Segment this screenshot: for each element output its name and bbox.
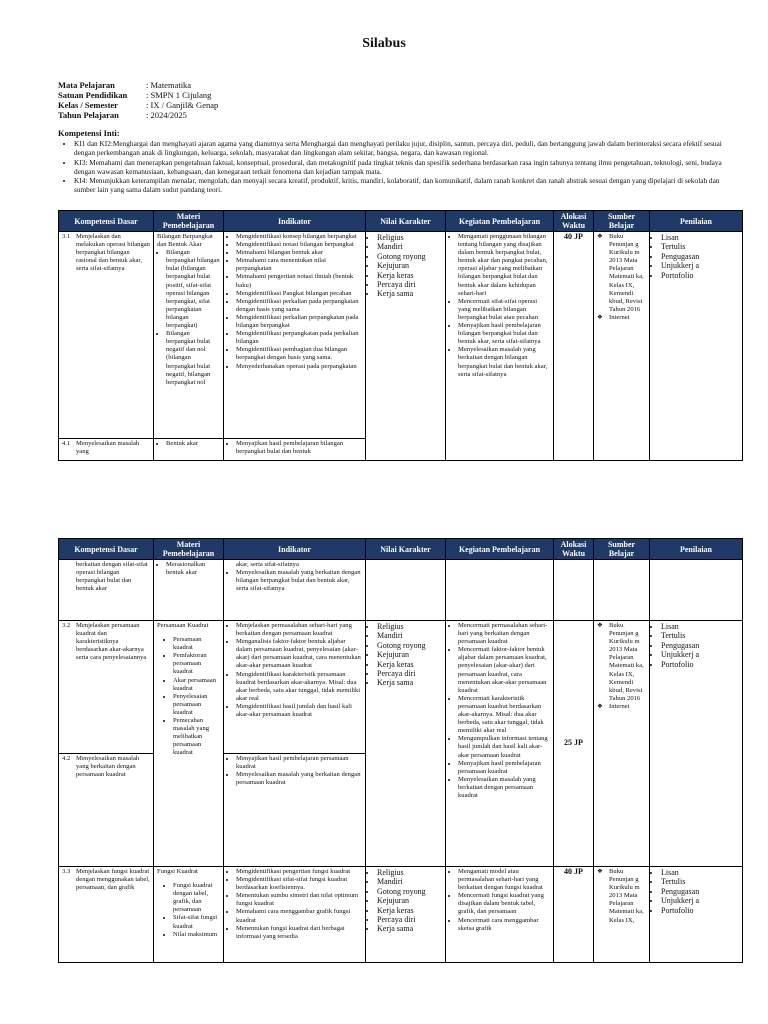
indikator-cell xyxy=(224,232,366,439)
nilai-karakter-cell xyxy=(366,867,446,963)
syllabus-table-2 xyxy=(58,538,743,963)
header-cell: Indikator xyxy=(224,211,366,232)
list-item: • Menyajikan hasil pembelajaran bilangan berpangkat bulat dan bentuk akar, serta sifat-sifatnya xyxy=(458,322,550,346)
nilai-karakter-list xyxy=(369,868,442,934)
list-item: • Tertulis xyxy=(661,631,739,640)
penilaian-cell xyxy=(650,867,743,963)
kd-text: Menjelaskan dan melakukan operasi bilangan berpangkat bilangan rasional dan bentuk akar, serta sifat-sifatnya xyxy=(76,233,150,273)
list-item: • Menyelesaikan masalah yang berkaitan dengan persamaan kuadrat xyxy=(236,771,362,787)
kd-text: Menyelesaikan masalah yang berkaitan dengan persamaan kuadrat xyxy=(76,755,140,779)
list-item: • Gotong royong xyxy=(377,887,442,896)
materi-list xyxy=(157,882,220,939)
diamond-bullet-icon: ❖ xyxy=(597,868,603,875)
empty-cell xyxy=(366,560,446,621)
list-item: • Lisan xyxy=(661,868,739,877)
list-item: • Menyajikan hasil pembelajaran bilangan berpangkat bulat dan bentuk xyxy=(236,440,362,456)
meta-value: : 2024/2025 xyxy=(146,110,187,120)
page-title: Silabus xyxy=(362,36,406,51)
list-item: • Mengidentifikasi Pangkat bilangan pecahan xyxy=(236,290,362,298)
list-item: • Percaya diri xyxy=(377,669,442,678)
list-item: • Mengidentifikasi notasi bilangan berpangkat xyxy=(236,241,362,249)
list-item: • Akar persamaan kuadrat xyxy=(173,677,220,693)
sumber-cell xyxy=(594,621,650,867)
penilaian-list xyxy=(653,868,739,915)
sumber-cell xyxy=(594,232,650,461)
list-item: • Mengidentifikasi hasil jumlah dan hasil kali akar-akar persamaan kuadrat xyxy=(236,703,362,719)
list-item: • Mandiri xyxy=(377,631,442,640)
list-item: • Menyelesaikan masalah yang berkaitan dengan bilangan berpangkat bulat dan bentuk akar, serta sifat-sifatnya xyxy=(458,346,550,378)
list-item: • Mengumpulkan informasi tentang hasil jumlah dan hasil kali akar-akar persamaan kuadrat xyxy=(458,735,550,759)
list-item: • Mengamati model atau permasalahan sehari-hari yang berkaitan dengan fungsi kuadrat xyxy=(458,868,550,892)
kegiatan-list xyxy=(449,233,550,379)
penilaian-cell xyxy=(650,232,743,461)
indikator-list xyxy=(227,622,362,719)
list-item: • Mencermati faktor-faktor bentuk aljabar dalam persamaan kuadrat, penyelesaian (akar-akar) dari persamaan kuadrat, cara menentukan akar-akar persamaan kuadrat xyxy=(458,646,550,695)
kd-cell xyxy=(59,560,154,621)
sumber-item: Internet xyxy=(609,702,630,710)
alokasi-cell: 40 JP xyxy=(554,867,594,963)
ki-heading: Kompetensi Inti: xyxy=(58,128,120,138)
list-item: • Menyelesaikan masalah yang berkaitan dengan bilangan berpangkat bulat dan bentuk akar, serta sifat-sifatnya xyxy=(236,569,362,593)
kd-text: Menjelaskan persamaan kuadrat dan karakteristiknya berdasarkan akar-akarnya serta cara penyelesaiannya xyxy=(76,622,147,662)
list-item: • Pengugasan xyxy=(661,887,739,896)
list-item: • Kejujuran xyxy=(377,896,442,905)
header-cell: Penilaian xyxy=(650,539,743,560)
list-item: • Menentukan fungsi kuadrat dari berbagai informasi yang tersedia xyxy=(236,925,362,941)
kd-text: Menjelaskan fungsi kuadrat dengan menggunakan tabel, persamaan, dan grafik xyxy=(76,868,150,892)
list-item: • Mandiri xyxy=(377,877,442,886)
list-item: • Mencermati karakteristik persamaan kuadrat berdasarkan akar-akarnya. Misal: dua akar berbeda, satu akar tunggal, tidak memiliki akar real xyxy=(458,695,550,735)
nilai-karakter-cell xyxy=(366,232,446,461)
list-item: • Mengidentifikasi karakteristik persamaan kuadrat berdasarkan akar-akarnya. Misal: dua akar berbeda, satu akar tunggal, tidak memiliki akar real xyxy=(236,671,362,703)
meta-row xyxy=(58,100,218,110)
empty-cell xyxy=(446,560,554,621)
empty-cell xyxy=(650,560,743,621)
list-item: • Mengidentifikasi perpangkatan pada perkalian bilangan xyxy=(236,330,362,346)
materi-title: Persamaan Kuadrat xyxy=(157,622,209,629)
meta-row xyxy=(58,80,218,90)
table-row xyxy=(59,621,743,754)
table-header-row xyxy=(59,539,743,560)
kd-number: 3.1 xyxy=(62,233,71,240)
ki-item: • KI1 dan KI2:Menghargai dan menghayati ajaran agama yang dianutnya serta Menghargai dan menghayati perilaku jujur, disiplin, santun, percaya diri, peduli, dan bertanggung jawab dalam berinteraksi secara efektif sesuai dengan perkembangan anak di lingkungan, keluarga, sekolah, masyarakat dan lingkungan alam sekitar, bangsa, negara, dan kawasan regional. xyxy=(74,139,730,157)
nilai-karakter-list xyxy=(369,233,442,299)
indikator-text: akar, serta sifat-sifatnya xyxy=(236,561,299,568)
materi-cell xyxy=(154,232,224,439)
list-item: • Portofolio xyxy=(661,271,739,280)
kd-number: 3.2 xyxy=(62,622,71,629)
list-item: • Kejujuran xyxy=(377,650,442,659)
list-item: • Mengamati penggunaan bilangan tentang bilangan yang disajikan dalam bentuk berpangkat bulat, bentuk akar dan pangkat pecahan, operasi aljabar yang melibatkan bilangan berpangkat bulat dan bentuk akar dalam kehidupan sehari-hari xyxy=(458,233,550,298)
list-item: • Lisan xyxy=(661,622,739,631)
list-item: • Kerja sama xyxy=(377,924,442,933)
list-item: • Percaya diri xyxy=(377,915,442,924)
sumber-item: Buku Penunjan g Kurikulu m 2013 Mata Pelajaran Matemati ka, Kelas IX, xyxy=(609,868,644,924)
empty-cell xyxy=(554,560,594,621)
materi-cell xyxy=(154,867,224,963)
header-cell: Sumber Belajar xyxy=(594,211,650,232)
list-item: • Unjukkerj a xyxy=(661,896,739,905)
header-cell: Nilai Karakter xyxy=(366,539,446,560)
kegiatan-list xyxy=(449,622,550,800)
nilai-karakter-cell xyxy=(366,621,446,867)
list-item: • Kerja keras xyxy=(377,271,442,280)
list-item: • Kerja keras xyxy=(377,906,442,915)
list-item: • Portofolio xyxy=(661,906,739,915)
list-item: • Bilangan berpangkat bulat negatif dan nol (bilangan berpangkat bulat negatif, bilangan berpangkat nol xyxy=(166,330,220,387)
list-item: • Religius xyxy=(377,868,442,877)
list-item: • Menjelaskan permasalahan sehari-hari yang berkaitan dengan persamaan kuadrat xyxy=(236,622,362,638)
list-item: • Kerja sama xyxy=(377,289,442,298)
list-item: • Mengidentifikasi pengertian fungsi kuadrat xyxy=(236,868,362,876)
header-cell: Kompetensi Dasar xyxy=(59,539,154,560)
list-item: • Bilangan berpangkat bilangan bulat (bilangan berpangkat bulat positif, sifat-sifat operasi bilangan berpangkat, sifat perpangkatan bilangan berpangkat) xyxy=(166,249,220,330)
list-item: • Kerja sama xyxy=(377,678,442,687)
kegiatan-cell xyxy=(446,867,554,963)
meta-label: Mata Pelajaran xyxy=(58,80,115,90)
header-cell: Materi Pemebelajaran xyxy=(154,211,224,232)
meta-row xyxy=(58,110,218,120)
penilaian-cell xyxy=(650,621,743,867)
kegiatan-cell xyxy=(446,621,554,867)
kd-number: 4.1 xyxy=(62,440,71,447)
list-item: • Gotong royong xyxy=(377,252,442,261)
list-item: • Nilai maksimum xyxy=(173,931,220,939)
kd-number: 3.3 xyxy=(62,868,71,875)
list-item: • Mencermati fungsi kuadrat yang disajikan dalam bentuk tabel, grafik, dan persamaan xyxy=(458,892,550,916)
penilaian-list xyxy=(653,622,739,669)
materi-title: Fungsi Kuadrat xyxy=(157,868,198,875)
alokasi-cell: 25 JP xyxy=(554,621,594,867)
indikator-list xyxy=(227,569,362,593)
list-item: • Kerja keras xyxy=(377,660,442,669)
list-item: • Mengidentifikasi sifat-sifat fungsi kuadrat berdasarkan koefisiennya. xyxy=(236,876,362,892)
indikator-cell xyxy=(224,560,366,621)
kd-text: berkaitan dengan sifat-sifat operasi bilangan berpangkat bulat dan bentuk akar xyxy=(76,561,148,593)
list-item: • Menyelesaikan masalah yang berkaitan dengan persamaan kuadrat xyxy=(458,776,550,800)
list-item: • Unjukkerj a xyxy=(661,650,739,659)
list-item: • Fungsi kuadrat dengan tabel, grafik, dan persamaan xyxy=(173,882,220,914)
course-info xyxy=(58,80,218,120)
penilaian-list xyxy=(653,233,739,280)
indikator-list xyxy=(227,755,362,787)
meta-value: : IX / Ganjil& Genap xyxy=(146,100,219,110)
list-item: • Memahami pengertian notasi ilmiah (bentuk baku) xyxy=(236,273,362,289)
alokasi-cell: 40 JP xyxy=(554,232,594,461)
indikator-cell xyxy=(224,754,366,867)
materi-list xyxy=(157,636,220,757)
list-item: • Pemecahan masalah yang melibatkan persamaan kuadrat xyxy=(173,717,220,757)
list-item: • Penyelesaian persamaan kuadrat xyxy=(173,693,220,717)
header-cell: Alokasi Waktu xyxy=(554,211,594,232)
list-item: • Pemfaktoran persamaan kuadrat xyxy=(173,652,220,676)
header-cell: Sumber Belajar xyxy=(594,539,650,560)
kd-cell xyxy=(59,754,154,867)
kd-number: 4.2 xyxy=(62,755,71,762)
list-item: • Mandiri xyxy=(377,242,442,251)
materi-list xyxy=(157,249,220,387)
kompetensi-inti xyxy=(58,129,730,194)
list-item: • Gotong royong xyxy=(377,641,442,650)
list-item: • Bentuk akar xyxy=(166,440,220,448)
meta-value: : Matematika xyxy=(146,80,192,90)
header-cell: Kegiatan Pembelajaran xyxy=(446,539,554,560)
list-item: • Menyajikan hasil pembelajaran persamaan kuadrat xyxy=(458,760,550,776)
kd-cell xyxy=(59,439,154,461)
meta-label: Satuan Pendidikan xyxy=(58,90,128,100)
kd-text: Menyelesaikan masalah yang xyxy=(76,440,140,456)
list-item: • Menyederhanakan operasi pada perpangkatan xyxy=(236,363,362,371)
list-item: • Mencermati sifat-sifat operasi yang melibatkan bilangan berpangkat bulat atau pecahan xyxy=(458,298,550,322)
materi-list xyxy=(157,440,220,448)
list-item: • Tertulis xyxy=(661,877,739,886)
list-item: • Mengidentifikasi pembagian dua bilangan berpangkat dengan basis yang sama. xyxy=(236,346,362,362)
materi-title: Bilangan Berpangkat dan Bentuk Akar xyxy=(157,233,213,249)
meta-value: : SMPN 1 Cijulang xyxy=(146,90,212,100)
kegiatan-cell xyxy=(446,232,554,461)
diamond-bullet-icon: ❖ xyxy=(597,702,603,710)
table-row xyxy=(59,560,743,621)
diamond-bullet-icon: ❖ xyxy=(597,313,603,321)
materi-cell xyxy=(154,439,224,461)
indikator-cell xyxy=(224,439,366,461)
sumber-cell xyxy=(594,867,650,963)
list-item: • Merasionalkan bentuk akar xyxy=(166,561,220,577)
nilai-karakter-list xyxy=(369,622,442,688)
list-item: • Persamaan kuadrat xyxy=(173,636,220,652)
sumber-item: Buku Penunjan g Kurikulu m 2013 Mata Pelajaran Matemati ka, Kelas IX, Kemendi kbud, Revisi Tahun 2016 xyxy=(609,622,644,702)
diamond-bullet-icon: ❖ xyxy=(597,233,603,240)
header-cell: Alokasi Waktu xyxy=(554,539,594,560)
materi-cell xyxy=(154,560,224,621)
ki-item: • KI4: Menunjukkan keterampilan menalar, mengolah, dan menyaji secara kreatif, produktif, kritis, mandiri, kolaboratif, dan komunikatif, dalam ranah konkret dan ranah abstrak sesuai dengan yang dipelajari di sekolah dan sumber lain yang sama dalam sudut pandang teori. xyxy=(74,176,730,194)
kd-cell xyxy=(59,232,154,439)
list-item: • Sifat-sifat fungsi kuadrat xyxy=(173,914,220,930)
list-item: • Unjukkerj a xyxy=(661,261,739,270)
table-row xyxy=(59,232,743,439)
list-item: • Religius xyxy=(377,622,442,631)
list-item: • Tertulis xyxy=(661,242,739,251)
list-item: • Mengidentifikasi konsep bilangan berpangkat xyxy=(236,233,362,241)
sumber-item: Buku Penunjan g Kurikulu m 2013 Mata Pelajaran Matemati ka, Kelas IX, Kemendi kbud, Revisi Tahun 2016 xyxy=(609,233,644,313)
syllabus-table-1 xyxy=(58,210,743,461)
list-item: • Kejujuran xyxy=(377,261,442,270)
list-item: • Percaya diri xyxy=(377,280,442,289)
header-cell: Materi Pemebelajaran xyxy=(154,539,224,560)
empty-cell xyxy=(594,560,650,621)
header-cell: Indikator xyxy=(224,539,366,560)
list-item: • Memahami bilangan bentuk akar xyxy=(236,249,362,257)
list-item: • Religius xyxy=(377,233,442,242)
kegiatan-list xyxy=(449,868,550,933)
list-item: • Mencermati cara menggambar sketsa grafik xyxy=(458,917,550,933)
indikator-cell xyxy=(224,867,366,963)
header-cell: Penilaian xyxy=(650,211,743,232)
meta-label: Kelas / Semester xyxy=(58,100,118,110)
ki-item: • KI3: Memahami dan menerapkan pengetahuan faktual, konseptual, prosedural, dan metakognitif pada tingkat teknis dan spesifik sederhana berdasarkan rasa ingin tahunya tentang ilmu pengetahuan, teknologi, seni, budaya dengan wawasan kemanusiaan, kebangsaan, dan kenegaraan terkait fenomena dan kejadian tampak mata. xyxy=(74,158,730,176)
materi-cell xyxy=(154,621,224,867)
indikator-list xyxy=(227,440,362,456)
list-item: • Lisan xyxy=(661,233,739,242)
header-cell: Nilai Karakter xyxy=(366,211,446,232)
list-item: • Mengidentifikasi perkalian pada perpangkatan dengan basis yang sama xyxy=(236,298,362,314)
list-item: • Memahami cara menentukan nilai perpangkatan xyxy=(236,257,362,273)
list-item: • Mengidentifikasi perkalian perpangkatan pada bilangan berpangkat xyxy=(236,314,362,330)
meta-label: Tahun Pelajaran xyxy=(58,110,119,120)
list-item: • Menyajikan hasil pembelajaran persamaan kuadrat xyxy=(236,755,362,771)
indikator-list xyxy=(227,233,362,371)
table-row xyxy=(59,867,743,963)
indikator-list xyxy=(227,868,362,941)
header-cell: Kegiatan Pembelajaran xyxy=(446,211,554,232)
list-item: • Mencermati permasalahan sehari-hari yang berkaitan dengan persamaan kuadrat xyxy=(458,622,550,646)
table-header-row xyxy=(59,211,743,232)
kd-cell xyxy=(59,867,154,963)
list-item: • Portofolio xyxy=(661,660,739,669)
list-item: • Pengugasan xyxy=(661,641,739,650)
meta-row xyxy=(58,90,218,100)
ki-list xyxy=(58,139,730,194)
diamond-bullet-icon: ❖ xyxy=(597,622,603,629)
header-cell: Kompetensi Dasar xyxy=(59,211,154,232)
sumber-item: Internet xyxy=(609,313,630,321)
indikator-cell xyxy=(224,621,366,754)
materi-list xyxy=(157,561,220,577)
list-item: • Menganalisis faktor-faktor bentuk aljabar dalam persamaan kuadrat, penyelesaian (akar-akar) dari persamaan kuadrat, cara menentukan akar-akar persamaan kuadrat xyxy=(236,638,362,670)
list-item: • Menentukan sumbu simetri dan nilai optimum fungsi kuadrat xyxy=(236,892,362,908)
kd-cell xyxy=(59,621,154,754)
list-item: • Memahami cara menggambar grafik fungsi kuadrat xyxy=(236,908,362,924)
list-item: • Pengugasan xyxy=(661,252,739,261)
